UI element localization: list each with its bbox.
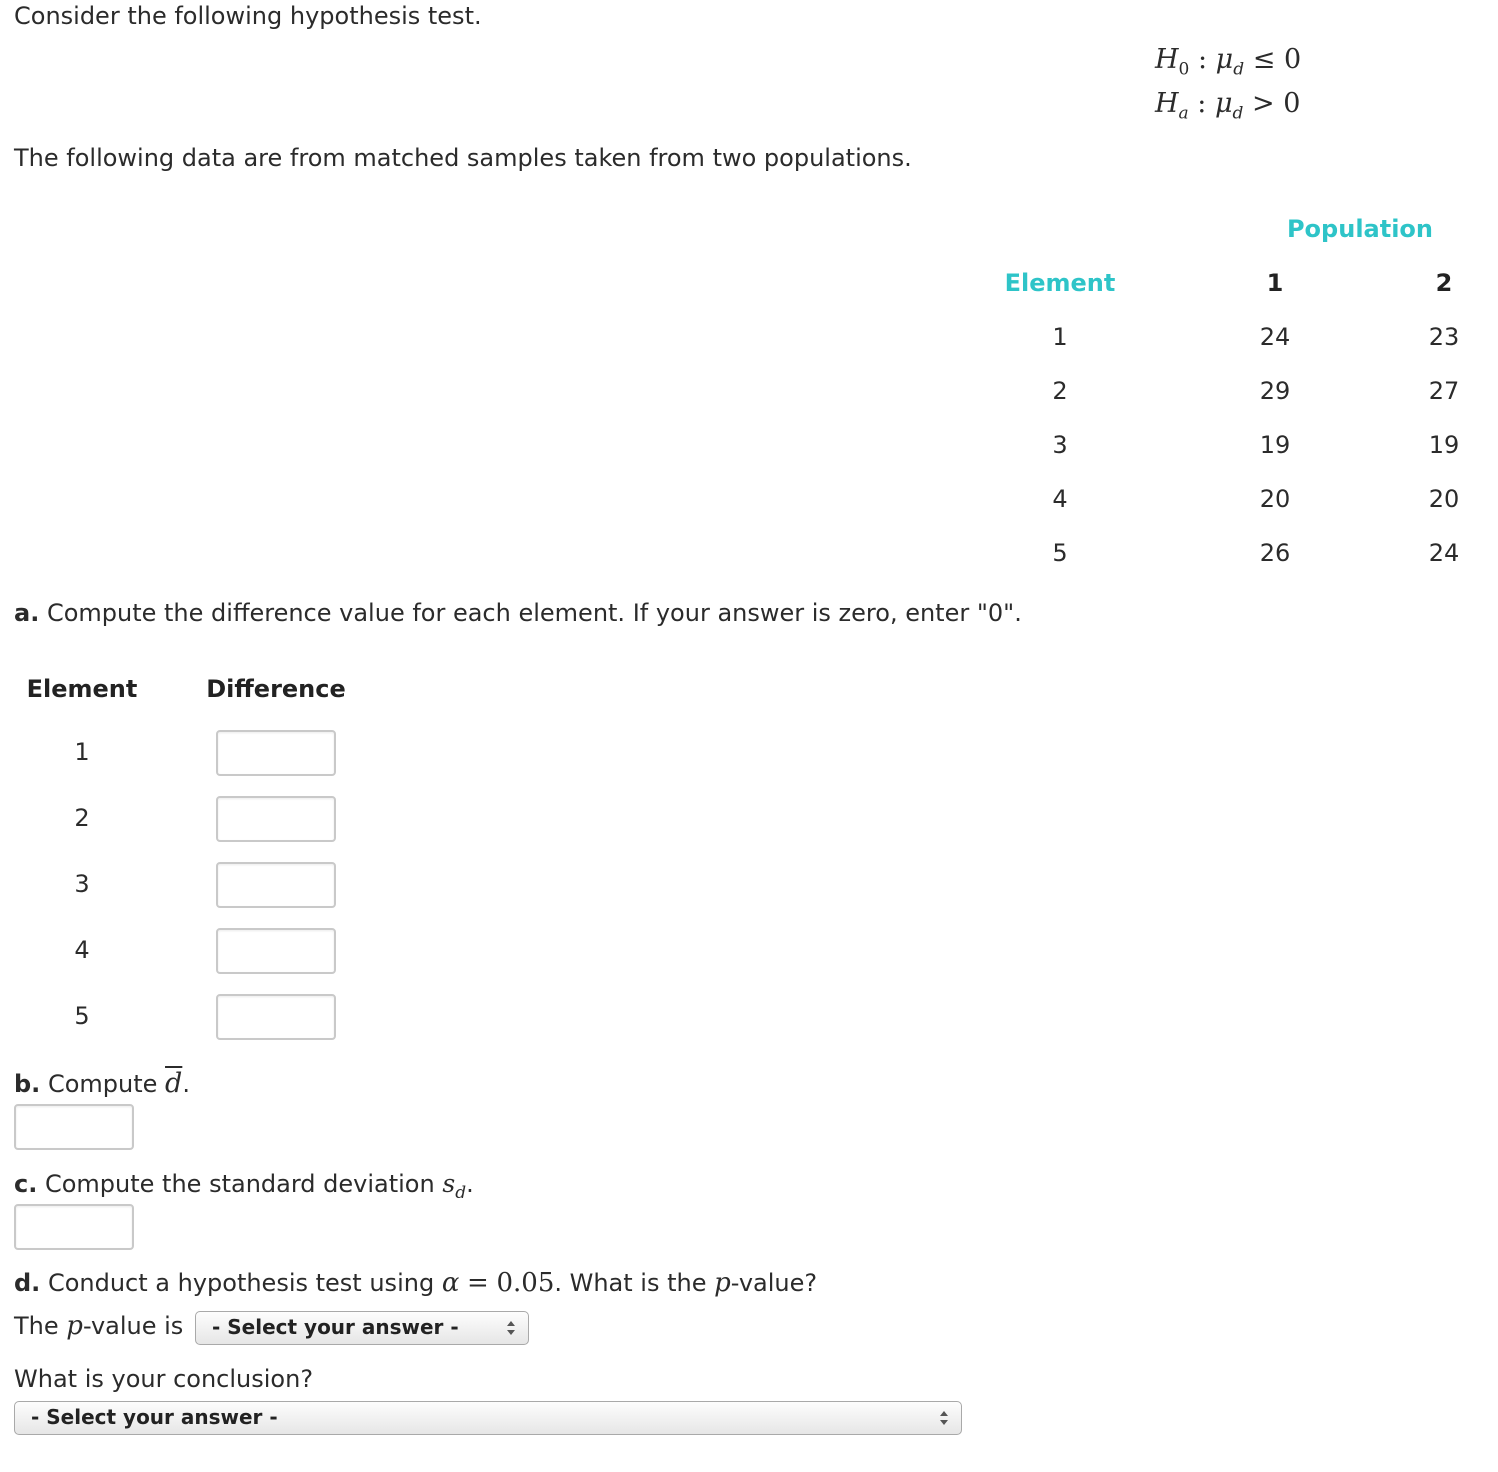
select-arrows-icon — [939, 1409, 949, 1427]
intro-text: Consider the following hypothesis test. — [14, 2, 482, 30]
null-hypothesis: $H_0$ : $\mu_d \le 0$ — [1155, 44, 1302, 80]
data-intro-text: The following data are from matched samples taken from two populations. — [14, 144, 912, 172]
table-cell-pop2: 19 — [1428, 431, 1460, 459]
conclusion-select[interactable] — [14, 1401, 962, 1435]
difference-input-4[interactable] — [216, 928, 336, 974]
table-cell-pop1: 24 — [1259, 323, 1291, 351]
table-cell-element: 5 — [1052, 539, 1068, 567]
difference-row-element: 5 — [74, 1002, 90, 1030]
mean-difference-input[interactable] — [14, 1104, 134, 1150]
table-cell-element: 4 — [1052, 485, 1068, 513]
part-b-prompt: b. Compute $\overline{d}$. — [14, 1068, 190, 1099]
table-cell-pop1: 26 — [1259, 539, 1291, 567]
conclusion-select-value: - Select your answer - — [31, 1405, 278, 1429]
table-cell-pop2: 24 — [1428, 539, 1460, 567]
part-a-prompt: a. Compute the difference value for each element. If your answer is zero, enter "0". — [14, 599, 1022, 627]
conclusion-question: What is your conclusion? — [14, 1365, 314, 1393]
difference-input-3[interactable] — [216, 862, 336, 908]
table-cell-pop2: 20 — [1428, 485, 1460, 513]
difference-input-2[interactable] — [216, 796, 336, 842]
table-cell-pop1: 19 — [1259, 431, 1291, 459]
p-value-select[interactable] — [195, 1311, 529, 1345]
part-d-prompt: d. Conduct a hypothesis test using α = 0.05. What is the p-value? — [14, 1268, 818, 1298]
table-cell-pop2: 27 — [1428, 377, 1460, 405]
element-header: Element — [1004, 269, 1116, 297]
alternative-hypothesis: $H_a$ : $\mu_d > 0$ — [1155, 88, 1301, 124]
table-cell-element: 2 — [1052, 377, 1068, 405]
table-cell-element: 1 — [1052, 323, 1068, 351]
p-value-label: The p-value is — [14, 1311, 184, 1341]
standard-deviation-input[interactable] — [14, 1204, 134, 1250]
table-cell-pop2: 23 — [1428, 323, 1460, 351]
part-c-prompt: c. Compute the standard deviation $s_d$. — [14, 1169, 474, 1203]
population-group-header: Population — [1286, 215, 1434, 243]
table-cell-pop1: 20 — [1259, 485, 1291, 513]
difference-input-1[interactable] — [216, 730, 336, 776]
difference-row-element: 2 — [74, 804, 90, 832]
p-value-select-value: - Select your answer - — [212, 1315, 459, 1339]
select-arrows-icon — [506, 1319, 516, 1337]
difference-input-5[interactable] — [216, 994, 336, 1040]
table-cell-element: 3 — [1052, 431, 1068, 459]
difference-row-element: 3 — [74, 870, 90, 898]
difference-row-element: 1 — [74, 738, 90, 766]
difference-header: Difference — [206, 675, 346, 703]
population-2-header: 2 — [1435, 269, 1453, 297]
difference-element-header: Element — [26, 675, 138, 703]
table-cell-pop1: 29 — [1259, 377, 1291, 405]
population-1-header: 1 — [1266, 269, 1284, 297]
difference-row-element: 4 — [74, 936, 90, 964]
